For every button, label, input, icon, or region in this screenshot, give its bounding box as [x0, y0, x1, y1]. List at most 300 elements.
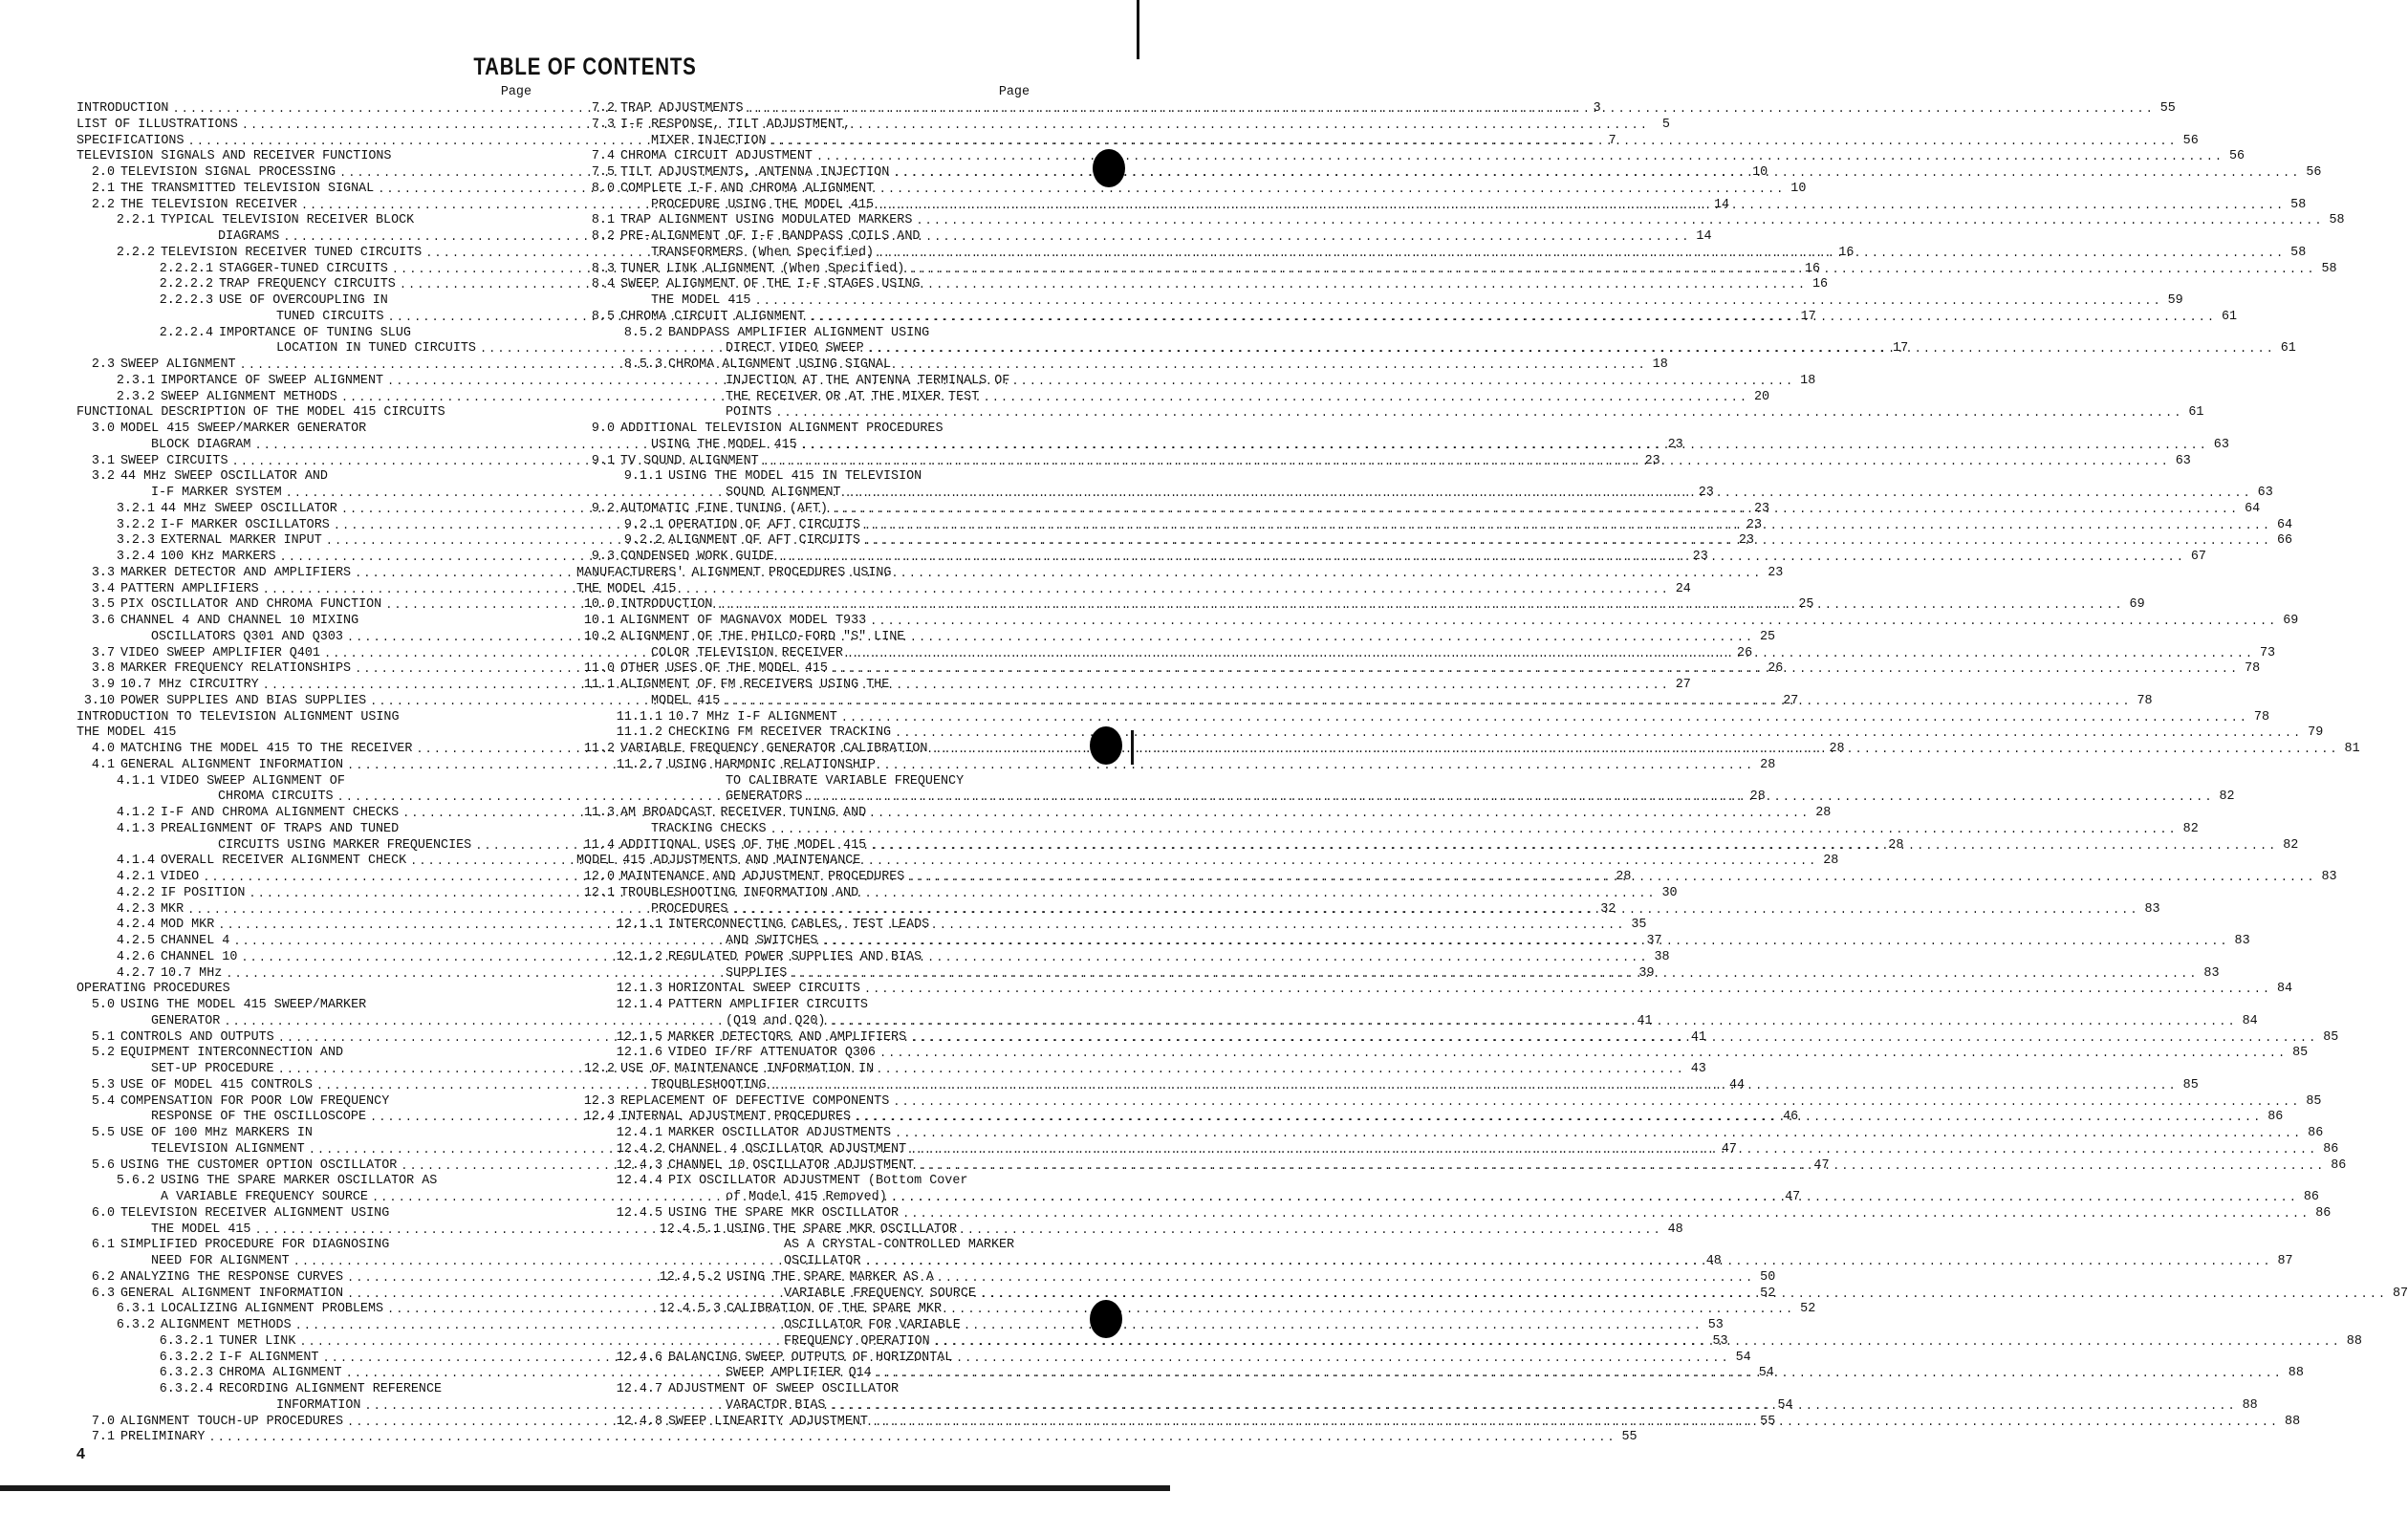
toc-entry-title: 100 KHz MARKERS	[161, 550, 276, 564]
toc-entry-page: 79	[2308, 725, 2324, 741]
dot-leader	[866, 614, 2277, 630]
toc-entry-title: PREALIGNMENT OF TRAPS AND TUNED	[161, 821, 400, 836]
toc-entry-number: 2.3.2	[116, 389, 155, 404]
toc-entry-title: A VARIABLE FREQUENCY SOURCE	[161, 1190, 368, 1204]
toc-entry-number: 5.2	[91, 1046, 115, 1061]
dot-leader	[876, 1046, 2287, 1062]
dot-leader	[802, 789, 2213, 806]
toc-entry-page: 83	[2234, 934, 2250, 948]
dot-leader	[767, 134, 2178, 150]
toc-entry-title: PRELIMINARY	[120, 1430, 206, 1445]
toc-entry-number: 3.1	[91, 453, 115, 468]
toc-entry-page: 88	[2288, 1366, 2304, 1381]
toc-entry-number: 4.2.2	[116, 885, 155, 900]
toc-entry	[576, 566, 1030, 582]
toc-entry	[76, 1430, 1638, 1446]
toc-entry-page: 35	[1631, 918, 1647, 933]
toc-entry-page: 28	[1823, 854, 1839, 869]
toc-entry-number: 7.2	[591, 101, 615, 116]
toc-entry-number: 11.2	[583, 742, 615, 756]
toc-entry-number: 6.3.1	[116, 1302, 155, 1317]
toc-entry-page: 64	[2245, 501, 2261, 516]
toc-entry-page: 58	[2321, 261, 2337, 276]
toc-entry-title: PRE-ALIGNMENT OF I-F BANDPASS COILS AND	[620, 229, 921, 244]
dot-leader	[887, 1190, 2298, 1206]
toc-entry	[576, 390, 1030, 406]
dot-leader	[904, 262, 2315, 278]
toc-entry-page: 52	[1760, 1286, 1776, 1301]
toc-entry-title: SWEEP CIRCUITS	[120, 453, 228, 468]
dot-leader	[872, 1366, 2283, 1382]
toc-entry-title: THE MODEL 415	[151, 1222, 251, 1237]
dot-leader	[860, 533, 2271, 550]
toc-entry-title: REGULATED POWER SUPPLIES AND BIAS	[668, 949, 922, 964]
toc-entry-title: AUTOMATIC FINE TUNING (AFT)	[620, 501, 828, 516]
toc-entry	[576, 1126, 2324, 1142]
toc-entry-title: SIMPLIFIED PROCEDURE FOR DIAGNOSING	[120, 1238, 390, 1253]
toc-entry-title: PATTERN AMPLIFIER CIRCUITS	[668, 998, 868, 1012]
toc-entry-title: PROCEDURES	[651, 901, 728, 917]
toc-entry-title: GENERAL ALIGNMENT INFORMATION	[120, 757, 344, 772]
toc-entry-title: INTERCONNECTING CABLES, TEST LEADS	[668, 918, 930, 933]
toc-entry-number: 3.7	[91, 645, 115, 660]
toc-entry-title: VIDEO SWEEP AMPLIFIER Q401	[120, 645, 320, 660]
toc-entry-title: ADDITIONAL USES OF THE MODEL 415	[620, 837, 867, 853]
toc-entry-title: POINTS	[726, 405, 772, 421]
toc-entry-title: TRANSFORMERS (When Specified)	[651, 245, 875, 260]
toc-entry-number: 4.1.3	[116, 821, 155, 836]
toc-entry-number: 12.1.2	[616, 949, 662, 964]
toc-entry	[576, 998, 1030, 1014]
toc-entry-title: PATTERN AMPLIFIERS	[120, 581, 259, 596]
dot-leader	[866, 838, 2277, 854]
dot-leader	[813, 149, 2224, 165]
toc-entry	[76, 1046, 531, 1062]
toc-entry	[576, 774, 1030, 790]
punch-hole-icon	[1093, 149, 1125, 187]
toc-entry-page: 27	[1675, 678, 1691, 692]
toc-entry-number: 2.2.2	[116, 245, 155, 260]
toc-entry-page: 41	[1690, 1029, 1706, 1045]
toc-entry-number: 5.4	[91, 1093, 115, 1109]
toc-entry	[76, 422, 531, 438]
toc-entry-number: 10.1	[583, 614, 615, 628]
toc-entry-number: 4.1.1	[116, 773, 155, 789]
toc-entry-title: LOCALIZING ALIGNMENT PROBLEMS	[161, 1302, 384, 1317]
toc-entry-number: 4.0	[91, 742, 115, 756]
toc-entry-page: 46	[1783, 1110, 1799, 1125]
toc-entry	[76, 469, 531, 486]
toc-entry-title: CHROMA CIRCUITS	[218, 789, 334, 805]
toc-entry	[76, 326, 531, 342]
toc-entry-number: 12.1.6	[616, 1046, 662, 1061]
toc-entry-number: 2.3	[91, 357, 115, 372]
dot-leader	[904, 870, 2315, 886]
dot-leader	[837, 710, 2248, 726]
toc-entry-page: 84	[2277, 982, 2293, 997]
dot-leader	[759, 454, 2170, 470]
toc-entry-title: VIDEO IF/RF ATTENUATOR Q306	[668, 1046, 876, 1061]
toc-entry-number: 3.2.2	[116, 517, 155, 532]
toc-entry-title: RECORDING ALIGNMENT REFERENCE	[219, 1382, 443, 1396]
toc-entry-page: 53	[1712, 1333, 1728, 1349]
toc-entry-title: TILT ADJUSTMENTS, ANTENNA INJECTION	[620, 165, 890, 180]
toc-entry-title: NEED FOR ALIGNMENT	[151, 1254, 290, 1268]
toc-entry-number: 10.0	[583, 597, 615, 613]
dot-leader	[851, 1110, 2262, 1126]
toc-entry-title: USING THE SPARE MKR OSCILLATOR	[668, 1205, 900, 1221]
page-column-label: Page	[500, 85, 531, 99]
toc-entry-page: 59	[2167, 293, 2183, 308]
toc-entry	[576, 709, 2269, 726]
toc-entry-title: CHROMA CIRCUIT ADJUSTMENT	[620, 149, 813, 164]
toc-entry-number: 8.5.2	[623, 325, 662, 340]
toc-entry-page: 55	[1621, 1430, 1638, 1445]
toc-entry	[76, 405, 531, 422]
toc-entry-page: 28	[1888, 837, 1904, 853]
toc-entry-title: PIX OSCILLATOR ADJUSTMENT (Bottom Cover	[668, 1174, 968, 1189]
toc-entry-number: 12.4.1	[616, 1126, 662, 1140]
punch-hole-icon	[1090, 1300, 1122, 1338]
toc-entry-title: INTRODUCTION TO TELEVISION ALIGNMENT USING	[76, 709, 400, 725]
toc-entry	[576, 1222, 1030, 1239]
page-number: 4	[76, 1446, 85, 1462]
toc-entry-title: OSCILLATORS Q301 AND Q303	[151, 629, 343, 644]
toc-entry-number: 6.2	[91, 1269, 115, 1285]
toc-entry-number: 11.4	[583, 837, 615, 853]
toc-entry	[576, 1270, 1030, 1287]
toc-entry-page: 54	[1777, 1397, 1793, 1413]
dot-leader	[860, 1254, 2271, 1270]
toc-entry-page: 25	[1798, 597, 1814, 613]
toc-entry-title: COMPLETE I-F AND CHROMA ALIGNMENT	[620, 181, 875, 196]
toc-entry-title: STAGGER-TUNED CIRCUITS	[219, 261, 388, 276]
toc-entry-number: 3.4	[91, 581, 115, 596]
toc-entry	[576, 678, 1030, 694]
toc-entry-title: ALIGNMENT METHODS	[161, 1318, 292, 1332]
toc-entry-title: SWEEP AMPLIFIER Q14	[726, 1366, 872, 1381]
toc-entry-title: SUPPLIES	[726, 965, 788, 981]
toc-entry	[576, 1302, 1030, 1318]
toc-entry-number: 6.3.2.4	[159, 1382, 213, 1396]
toc-entry	[76, 998, 531, 1014]
toc-entry-page: 66	[2277, 533, 2293, 549]
toc-entry-number: 2.2.2.1	[159, 261, 213, 276]
toc-entry-page: 82	[2182, 821, 2199, 836]
toc-entry-title: MODEL 415 SWEEP/MARKER GENERATOR	[120, 422, 367, 436]
toc-entry	[576, 725, 2324, 742]
toc-entry	[576, 405, 2204, 422]
toc-entry-title: VARACTOR BIAS	[726, 1397, 826, 1413]
toc-entry-number: 12.1.1	[616, 918, 662, 933]
toc-entry-title: VARIABLE FREQUENCY SOURCE	[784, 1286, 976, 1301]
toc-entry-number: 2.1	[91, 181, 115, 196]
toc-entry-number: 6.3	[91, 1286, 115, 1301]
toc-entry-page: 86	[2267, 1110, 2284, 1125]
toc-entry-title: BLOCK DIAGRAM	[151, 437, 251, 452]
toc-entry-number: 11.1.1	[616, 709, 662, 725]
toc-entry-number: 5.1	[91, 1029, 115, 1045]
toc-entry-page: 52	[1800, 1302, 1816, 1317]
toc-entry-page: 17	[1800, 309, 1816, 324]
toc-entry-title: THE RECEIVER OR AT THE MIXER TEST	[726, 389, 980, 404]
toc-entry	[576, 213, 2345, 229]
toc-entry-title: 10.7 MHz	[161, 965, 223, 981]
dot-leader	[843, 646, 2254, 662]
toc-entry	[576, 469, 1030, 486]
toc-entry-page: 28	[1760, 757, 1776, 772]
toc-entry-title: THE MODEL 415	[576, 581, 677, 596]
toc-entry-title: BALANCING SWEEP OUTPUTS OF HORIZONTAL	[668, 1350, 953, 1365]
page-column-label: Page	[998, 85, 1030, 99]
toc-entry-title: MANUFACTURERS' ALIGNMENT PROCEDURES USING	[576, 565, 892, 580]
toc-entry-title: USING THE SPARE MKR OSCILLATOR	[727, 1222, 958, 1237]
toc-entry-number: 3.6	[91, 614, 115, 628]
toc-entry-title: OPERATION OF AFT CIRCUITS	[668, 517, 860, 532]
toc-entry-number: 7.4	[591, 149, 615, 164]
toc-entry-number: 3.5	[91, 597, 115, 613]
toc-entry-title: VIDEO	[161, 870, 200, 884]
toc-entry-title: THE MODEL 415	[651, 293, 751, 308]
toc-entry-title: TROUBLESHOOTING	[651, 1077, 767, 1092]
toc-entry-number: 2.2.2.3	[159, 293, 213, 308]
toc-entry-number: 3.0	[91, 422, 115, 436]
toc-entry-page: 88	[2285, 1414, 2301, 1429]
toc-entry-page: 23	[1746, 517, 1762, 532]
toc-entry-page: 55	[1760, 1414, 1776, 1429]
toc-entry-page: 44	[1729, 1077, 1746, 1092]
toc-entry-number: 11.0	[583, 661, 615, 677]
dot-leader	[712, 597, 2123, 614]
toc-entry-page: 27	[1783, 693, 1799, 708]
toc-entry-number: 9.2	[591, 501, 615, 516]
toc-entry-page: 7	[1608, 133, 1616, 148]
toc-entry-page: 10	[1790, 181, 1807, 196]
toc-entry-title: MATCHING THE MODEL 415 TO THE RECEIVER	[120, 742, 413, 756]
toc-entry	[576, 1062, 1030, 1078]
toc-entry-page: 86	[2315, 1205, 2332, 1221]
toc-entry-title: GENERAL ALIGNMENT INFORMATION	[120, 1286, 344, 1301]
toc-entry	[576, 357, 1030, 374]
punch-hole-icon	[1090, 726, 1122, 765]
toc-entry-page: 56	[2182, 133, 2199, 148]
dot-leader	[805, 310, 2216, 326]
toc-entry-page: 50	[1760, 1269, 1776, 1285]
dot-leader	[351, 566, 1762, 582]
toc-entry-title: OPERATING PROCEDURES	[76, 982, 230, 997]
toc-entry-number: 8.2	[591, 229, 615, 244]
toc-entry-title: TRAP ADJUSTMENTS	[620, 101, 744, 116]
toc-entry-page: 82	[2219, 789, 2235, 805]
dot-leader	[912, 213, 2323, 229]
toc-entry-page: 56	[2306, 165, 2322, 180]
toc-entry-title: SWEEP LINEARITY ADJUSTMENT	[668, 1414, 868, 1429]
toc-entry	[576, 1238, 1030, 1254]
toc-entry-number: 7.3	[591, 117, 615, 132]
toc-entry	[576, 1093, 2322, 1111]
dot-leader	[825, 1014, 2236, 1030]
toc-entry-title: DIRECT VIDEO SWEEP	[726, 341, 864, 357]
toc-entry-page: 26	[1768, 661, 1784, 677]
toc-entry-number: 12.4.6	[616, 1350, 662, 1365]
dot-leader	[841, 486, 2252, 502]
toc-entry-title: CHANNEL 4 AND CHANNEL 10 MIXING	[120, 614, 359, 628]
toc-entry-number: 4.2.7	[116, 965, 155, 981]
toc-entry-page: 53	[1707, 1318, 1724, 1332]
toc-entry-title: DIAGRAMS	[218, 229, 280, 244]
toc-entry-title: LIST OF ILLUSTRATIONS	[76, 117, 238, 132]
toc-entry-title: FUNCTIONAL DESCRIPTION OF THE MODEL 415 CIRCUITS	[76, 405, 445, 421]
toc-entry	[76, 822, 531, 838]
toc-entry-page: 84	[2242, 1013, 2258, 1028]
dot-leader	[205, 1430, 1616, 1446]
dot-leader	[774, 550, 2185, 566]
toc-entry	[76, 710, 531, 726]
dot-leader	[343, 1270, 1754, 1287]
toc-entry-title: POWER SUPPLIES AND BIAS SUPPLIES	[120, 693, 367, 708]
toc-entry-number: 12.4.5.2	[659, 1269, 721, 1285]
toc-entry-page: 82	[2283, 837, 2299, 853]
dot-leader	[828, 502, 2239, 518]
toc-entry-page: 16	[1838, 245, 1855, 260]
toc-entry	[576, 806, 1030, 822]
toc-entry-page: 83	[2321, 870, 2337, 884]
toc-entry-page: 14	[1713, 197, 1730, 212]
toc-entry	[76, 149, 531, 165]
toc-entry-title: I-F ALIGNMENT	[219, 1350, 319, 1365]
toc-entry-number: 7.0	[91, 1414, 115, 1429]
toc-entry-number: 12.1	[583, 885, 615, 900]
toc-entry-page: 23	[1692, 550, 1708, 564]
toc-entry-title: USE OF MODEL 415 CONTROLS	[120, 1077, 313, 1092]
dot-leader	[343, 758, 1754, 774]
toc-entry-title: EQUIPMENT INTERCONNECTION AND	[120, 1046, 344, 1061]
toc-entry-number: 4.1.2	[116, 806, 155, 820]
toc-entry-title: USE OF MAINTENANCE INFORMATION IN	[620, 1062, 875, 1076]
toc-entry-number: 2.0	[91, 165, 115, 180]
toc-entry-page: 28	[1829, 742, 1845, 756]
dot-leader	[817, 934, 2228, 950]
toc-entry-number: 2.2.1	[116, 213, 155, 228]
toc-entry-number: 12.4.7	[616, 1382, 662, 1396]
dot-leader	[914, 1158, 2325, 1175]
toc-entry-page: 58	[2329, 213, 2345, 228]
toc-entry-page: 88	[2242, 1397, 2258, 1413]
toc-entry-title: ALIGNMENT TOUCH-UP PROCEDURES	[120, 1414, 344, 1429]
toc-entry-page: 48	[1667, 1222, 1683, 1237]
toc-entry-title: TRAP FREQUENCY CIRCUITS	[219, 277, 396, 292]
toc-entry-page: 73	[2260, 645, 2276, 660]
dot-leader	[797, 438, 2208, 454]
dot-leader	[906, 1030, 2317, 1047]
toc-entry-title: INFORMATION	[276, 1397, 361, 1413]
toc-entry-page: 24	[1675, 581, 1691, 596]
toc-entry-page: 67	[2190, 550, 2206, 564]
toc-entry-page: 78	[2137, 693, 2153, 708]
toc-entry-title: CHECKING FM RECEIVER TRACKING	[668, 725, 892, 741]
toc-entry-number: 4.1	[91, 757, 115, 772]
toc-entry-title: I-F RESPONSE, TILT ADJUSTMENT,	[620, 117, 852, 132]
toc-entry-page: 88	[2346, 1333, 2362, 1349]
toc-entry-title: REPLACEMENT OF DEFECTIVE COMPONENTS	[620, 1093, 890, 1109]
toc-entry-title: SWEEP ALIGNMENT METHODS	[161, 389, 337, 404]
toc-entry-number: 9.3	[591, 550, 615, 564]
toc-entry-number: 3.2.1	[116, 501, 155, 516]
toc-entry-page: 86	[2308, 1126, 2324, 1140]
toc-entry-title: PROCEDURE USING THE MODEL 415	[651, 197, 875, 212]
toc-entry-number: 5.0	[91, 998, 115, 1012]
dot-leader	[906, 1142, 2317, 1158]
toc-entry-title: ALIGNMENT OF MAGNAVOX MODEL T933	[620, 614, 867, 628]
toc-entry-title: USE OF OVERCOUPLING IN	[219, 293, 388, 308]
toc-entry-page: 58	[2290, 197, 2307, 212]
toc-entry-number: 12.3	[583, 1093, 615, 1109]
toc-entry	[576, 982, 2293, 998]
toc-entry-page: 61	[2188, 405, 2204, 421]
toc-entry-number: 4.1.4	[116, 854, 155, 869]
toc-entry	[576, 182, 1030, 198]
toc-entry	[576, 293, 2183, 310]
toc-entry	[576, 101, 2176, 118]
toc-entry-title: VIDEO SWEEP ALIGNMENT OF	[161, 773, 345, 789]
toc-entry	[576, 630, 1030, 646]
toc-entry-title: TELEVISION ALIGNMENT	[151, 1141, 305, 1157]
toc-entry-number: 12.4.4	[616, 1174, 662, 1189]
toc-entry-title: CHROMA ALIGNMENT USING SIGNAL	[668, 357, 892, 372]
toc-entry-number: 8.4	[591, 277, 615, 292]
toc-entry-number: 2.2.2.2	[159, 277, 213, 292]
toc-entry-number: 8.0	[591, 181, 615, 196]
toc-entry-page: 23	[1738, 533, 1754, 549]
toc-entry-title: TRAP ALIGNMENT USING MODULATED MARKERS	[620, 213, 913, 228]
toc-entry-page: 83	[2144, 901, 2160, 917]
toc-entry-page: 23	[1644, 453, 1660, 468]
toc-entry-page: 47	[1813, 1157, 1830, 1173]
toc-entry-title: AS A CRYSTAL-CONTROLLED MARKER	[784, 1238, 1015, 1253]
toc-entry-title: PIX OSCILLATOR AND CHROMA FUNCTION	[120, 597, 382, 613]
toc-entry	[576, 758, 1030, 774]
toc-entry-page: 63	[2175, 453, 2191, 468]
toc-entry	[576, 1205, 2332, 1222]
toc-entry-title: CHANNEL 4 OSCILLATOR ADJUSTMENT	[668, 1141, 907, 1157]
toc-entry-number: 12.4	[583, 1110, 615, 1125]
toc-entry-page: 18	[1800, 373, 1816, 388]
toc-entry-page: 64	[2277, 517, 2293, 532]
toc-entry-title: CHANNEL 4	[161, 934, 230, 948]
toc-entry-title: USING THE MODEL 415	[651, 437, 797, 452]
toc-entry-number: 9.1	[591, 453, 615, 468]
toc-entry-title: TUNER LINK	[219, 1333, 296, 1349]
toc-entry-number: 2.2	[91, 197, 115, 212]
toc-entry-title: SWEEP ALIGNMENT	[120, 357, 236, 372]
toc-entry-title: MODEL 415 ADJUSTMENTS AND MAINTENANCE	[576, 854, 861, 869]
toc-entry-page: 81	[2344, 742, 2360, 756]
toc-entry-number: 6.3.2.1	[159, 1333, 213, 1349]
toc-entry-title: ADJUSTMENT OF SWEEP OSCILLATOR	[668, 1382, 900, 1396]
toc-entry-number: 8.3	[591, 261, 615, 276]
toc-entry-page: 28	[1815, 806, 1832, 820]
toc-entry-title: TV SOUND ALIGNMENT	[620, 453, 759, 468]
toc-entry-page: 37	[1646, 934, 1662, 948]
toc-entry-title: HORIZONTAL SWEEP CIRCUITS	[668, 982, 860, 997]
toc-entry	[76, 982, 531, 998]
toc-entry-title: USING THE MODEL 415 IN TELEVISION	[668, 469, 922, 485]
toc-entry-page: 47	[1721, 1141, 1737, 1157]
toc-entry-number: 9.2.2	[623, 533, 662, 549]
toc-entry-number: 4.2.5	[116, 934, 155, 948]
toc-entry-title: USING THE MODEL 415 SWEEP/MARKER	[120, 998, 367, 1012]
toc-entry-title: CONDENSED WORK GUIDE	[620, 550, 774, 564]
